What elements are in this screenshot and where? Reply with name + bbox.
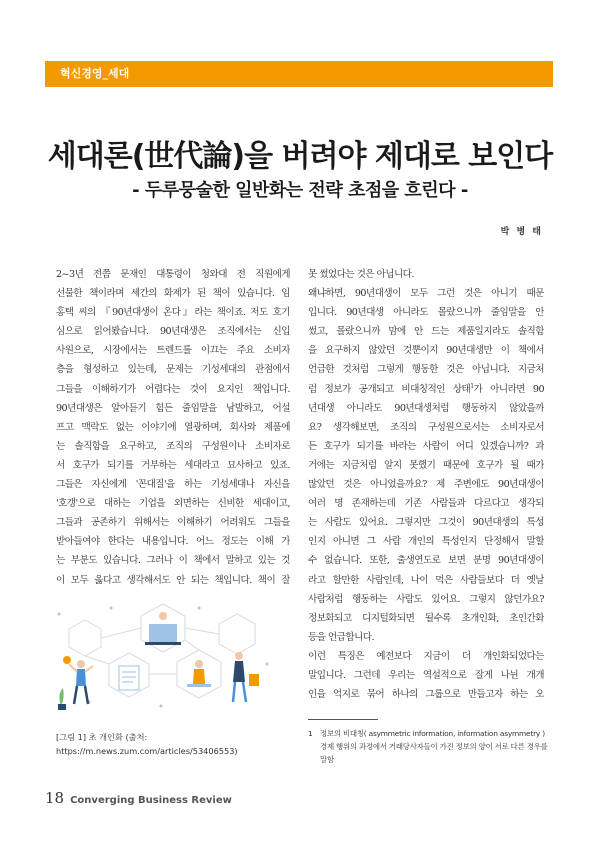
laptop-icon bbox=[145, 642, 181, 645]
body-line: 90년대생은 알아듣기 힘든 줄임말을 남발하고, 어설 bbox=[56, 402, 290, 414]
body-line: 홍택 씨의 『90년대생이 온다』라는 책이죠. 저도 호기 bbox=[56, 307, 290, 319]
body-line: 서 호구가 되기를 거부하는 세대라고 묘사하고 있죠. bbox=[56, 459, 290, 471]
body-line: 많았던 것은 아니었을까요? 제 주변에도 90년대생이 bbox=[308, 479, 544, 491]
shopping-bag-icon bbox=[249, 674, 259, 686]
body-line: 심으로 읽어봤습니다. 90년대생은 조직에서는 신입 bbox=[56, 326, 290, 338]
person-figure-icon bbox=[233, 652, 246, 702]
body-line: 라고 할만한 사람인데, 나이 먹은 사람들보다 더 옛날 bbox=[308, 574, 544, 586]
article-subtitle: - 두루뭉술한 일반화는 전략 초점을 흐린다 - bbox=[132, 180, 468, 201]
ball-icon bbox=[63, 656, 71, 664]
figure-caption: [그림 1] 초 개인화 (출처: https://m.news.zum.com/articles/53406553) bbox=[56, 732, 238, 756]
person-figure-icon bbox=[187, 660, 211, 687]
body-line: 인을 억지로 묶어 하나의 그룹으로 만들고자 하는 오 bbox=[308, 689, 544, 701]
body-line: 받아들여야 한다는 내용입니다. 어느 정도는 이해 가 bbox=[56, 536, 290, 548]
body-line: 입니다. 90년대생 아니라도 몰랐으니까 줄임말을 안 bbox=[308, 307, 544, 319]
body-line: 그들과 공존하기 위해서는 이해하기 어려워도 그들을 bbox=[56, 517, 290, 529]
body-line: 층을 형성하고 있는데, 문제는 기성세대의 관점에서 bbox=[56, 364, 290, 376]
author-name: 박 병 태 bbox=[500, 227, 543, 237]
body-line: 말입니다. 그런데 우리는 역설적으로 잘게 나뉜 개개 bbox=[308, 669, 544, 681]
body-line: 인지 아니면 그 사람 개인의 특성인지 단정해서 말할 bbox=[308, 536, 544, 548]
body-column-right bbox=[308, 265, 544, 704]
body-line: 든 호구가 되기를 바라는 사람이 어디 있겠습니까? 과 bbox=[308, 440, 544, 452]
body-line: 정보화되고 디지털화되면 될수록 초개인화, 초인간화 bbox=[308, 612, 544, 624]
body-line: 을 요구하지 않았던 것뿐이지 90년대생만 이 책에서 bbox=[308, 345, 544, 357]
body-line: 프고 맥락도 없는 이야기에 열광하며, 회사와 제품에 bbox=[56, 421, 290, 433]
journal-name: Converging Business Review bbox=[70, 795, 232, 806]
body-line: 년대생 아니라도 90년대생처럼 행동하지 않았을까 bbox=[308, 402, 544, 414]
footnote-number: 1 bbox=[308, 729, 313, 738]
body-line: 그들은 자신에게 '꼰대질'을 하는 기성세대나 자신을 bbox=[56, 479, 290, 491]
body-line: 이 모두 옳다고 생각해서도 안 되는 책입니다. 책이 잘 bbox=[56, 574, 290, 586]
body-line-footnote-ref bbox=[308, 380, 544, 399]
body-line: 이런 특징은 예전보다 지금이 더 개인화되었다는 bbox=[308, 650, 544, 662]
section-label: 혁신경영_세대 bbox=[60, 67, 130, 80]
body-line: 는 사람도 있어요. 그렇지만 그것이 90년대생의 특성 bbox=[308, 517, 544, 529]
body-text: 가 아니라면 90 bbox=[473, 383, 544, 395]
body-line: 그들을 이해하기가 어렵다는 것이 요지인 책입니다. bbox=[56, 383, 290, 395]
body-line: '호갱'으로 대하는 기업을 외면하는 신비한 세대이고, bbox=[56, 498, 290, 510]
document-icon bbox=[119, 666, 139, 690]
footnote bbox=[308, 727, 548, 766]
body-line: 사람처럼 행동하는 사람도 있어요. 그렇지 않던가요? bbox=[308, 593, 544, 605]
body-line: 거에는 지금처럼 알지 못했기 때문에 호구가 될 때가 bbox=[308, 459, 544, 471]
footnote-divider bbox=[308, 719, 378, 720]
footnote-ref-mark[interactable]: 1 bbox=[470, 382, 474, 390]
page-number: 18 bbox=[45, 789, 65, 807]
body-line: 사원으로, 시장에서는 트렌드를 이끄는 주요 소비자 bbox=[56, 345, 290, 357]
page-footer bbox=[45, 789, 232, 807]
body-column-left bbox=[56, 265, 290, 590]
body-line: 는 솔직함을 요구하고, 조직의 구성원이나 소비자로 bbox=[56, 440, 290, 452]
body-line: 수 없습니다. 또한, 출생연도로 보면 분명 90년대생이 bbox=[308, 555, 544, 567]
body-line: 2~3년 전쯤 문재인 대통령이 청와대 전 직원에게 bbox=[56, 269, 290, 280]
body-line: 여러 명 존재하는데 기존 사람들과 다르다고 생각되 bbox=[308, 498, 544, 510]
body-text: 럼 정보가 공개되고 비대칭적인 상태 bbox=[308, 383, 471, 395]
body-line: 썼고, 몰랐으니까 맘에 안 드는 제품일지라도 솔직함 bbox=[308, 326, 544, 338]
article-title: 세대론(世代論)을 버려야 제대로 보인다 bbox=[47, 139, 553, 174]
footnote-text: 정보의 비대칭( asymmetric information, information asymmetry ) 경제 행위의 과정에서 거래당사자들이 가진 정보의 양이 서로 다른 경우를 말함 bbox=[320, 729, 548, 764]
hyper-personalization-illustration bbox=[49, 594, 277, 716]
body-line: 는 부분도 있습니다. 그러나 이 책에서 말하고 있는 것 bbox=[56, 555, 290, 567]
body-line: 언급한 것처럼 그렇게 행동한 것은 아닙니다. 지금처 bbox=[308, 364, 544, 376]
section-bar bbox=[45, 61, 553, 87]
person-figure-icon bbox=[69, 660, 93, 704]
body-line: 못 썼었다는 것은 아닙니다. bbox=[308, 269, 414, 280]
body-line: 선물한 책이라며 세간의 화제가 된 책이 있습니다. 임 bbox=[56, 288, 290, 300]
body-line: 요? 생각해보면, 조직의 구성원으로서는 소비자로서 bbox=[308, 421, 544, 433]
body-line: 왜냐하면, 90년대생이 모두 그런 것은 아니기 때문 bbox=[308, 288, 544, 300]
body-line: 등을 언급합니다. bbox=[308, 631, 375, 643]
